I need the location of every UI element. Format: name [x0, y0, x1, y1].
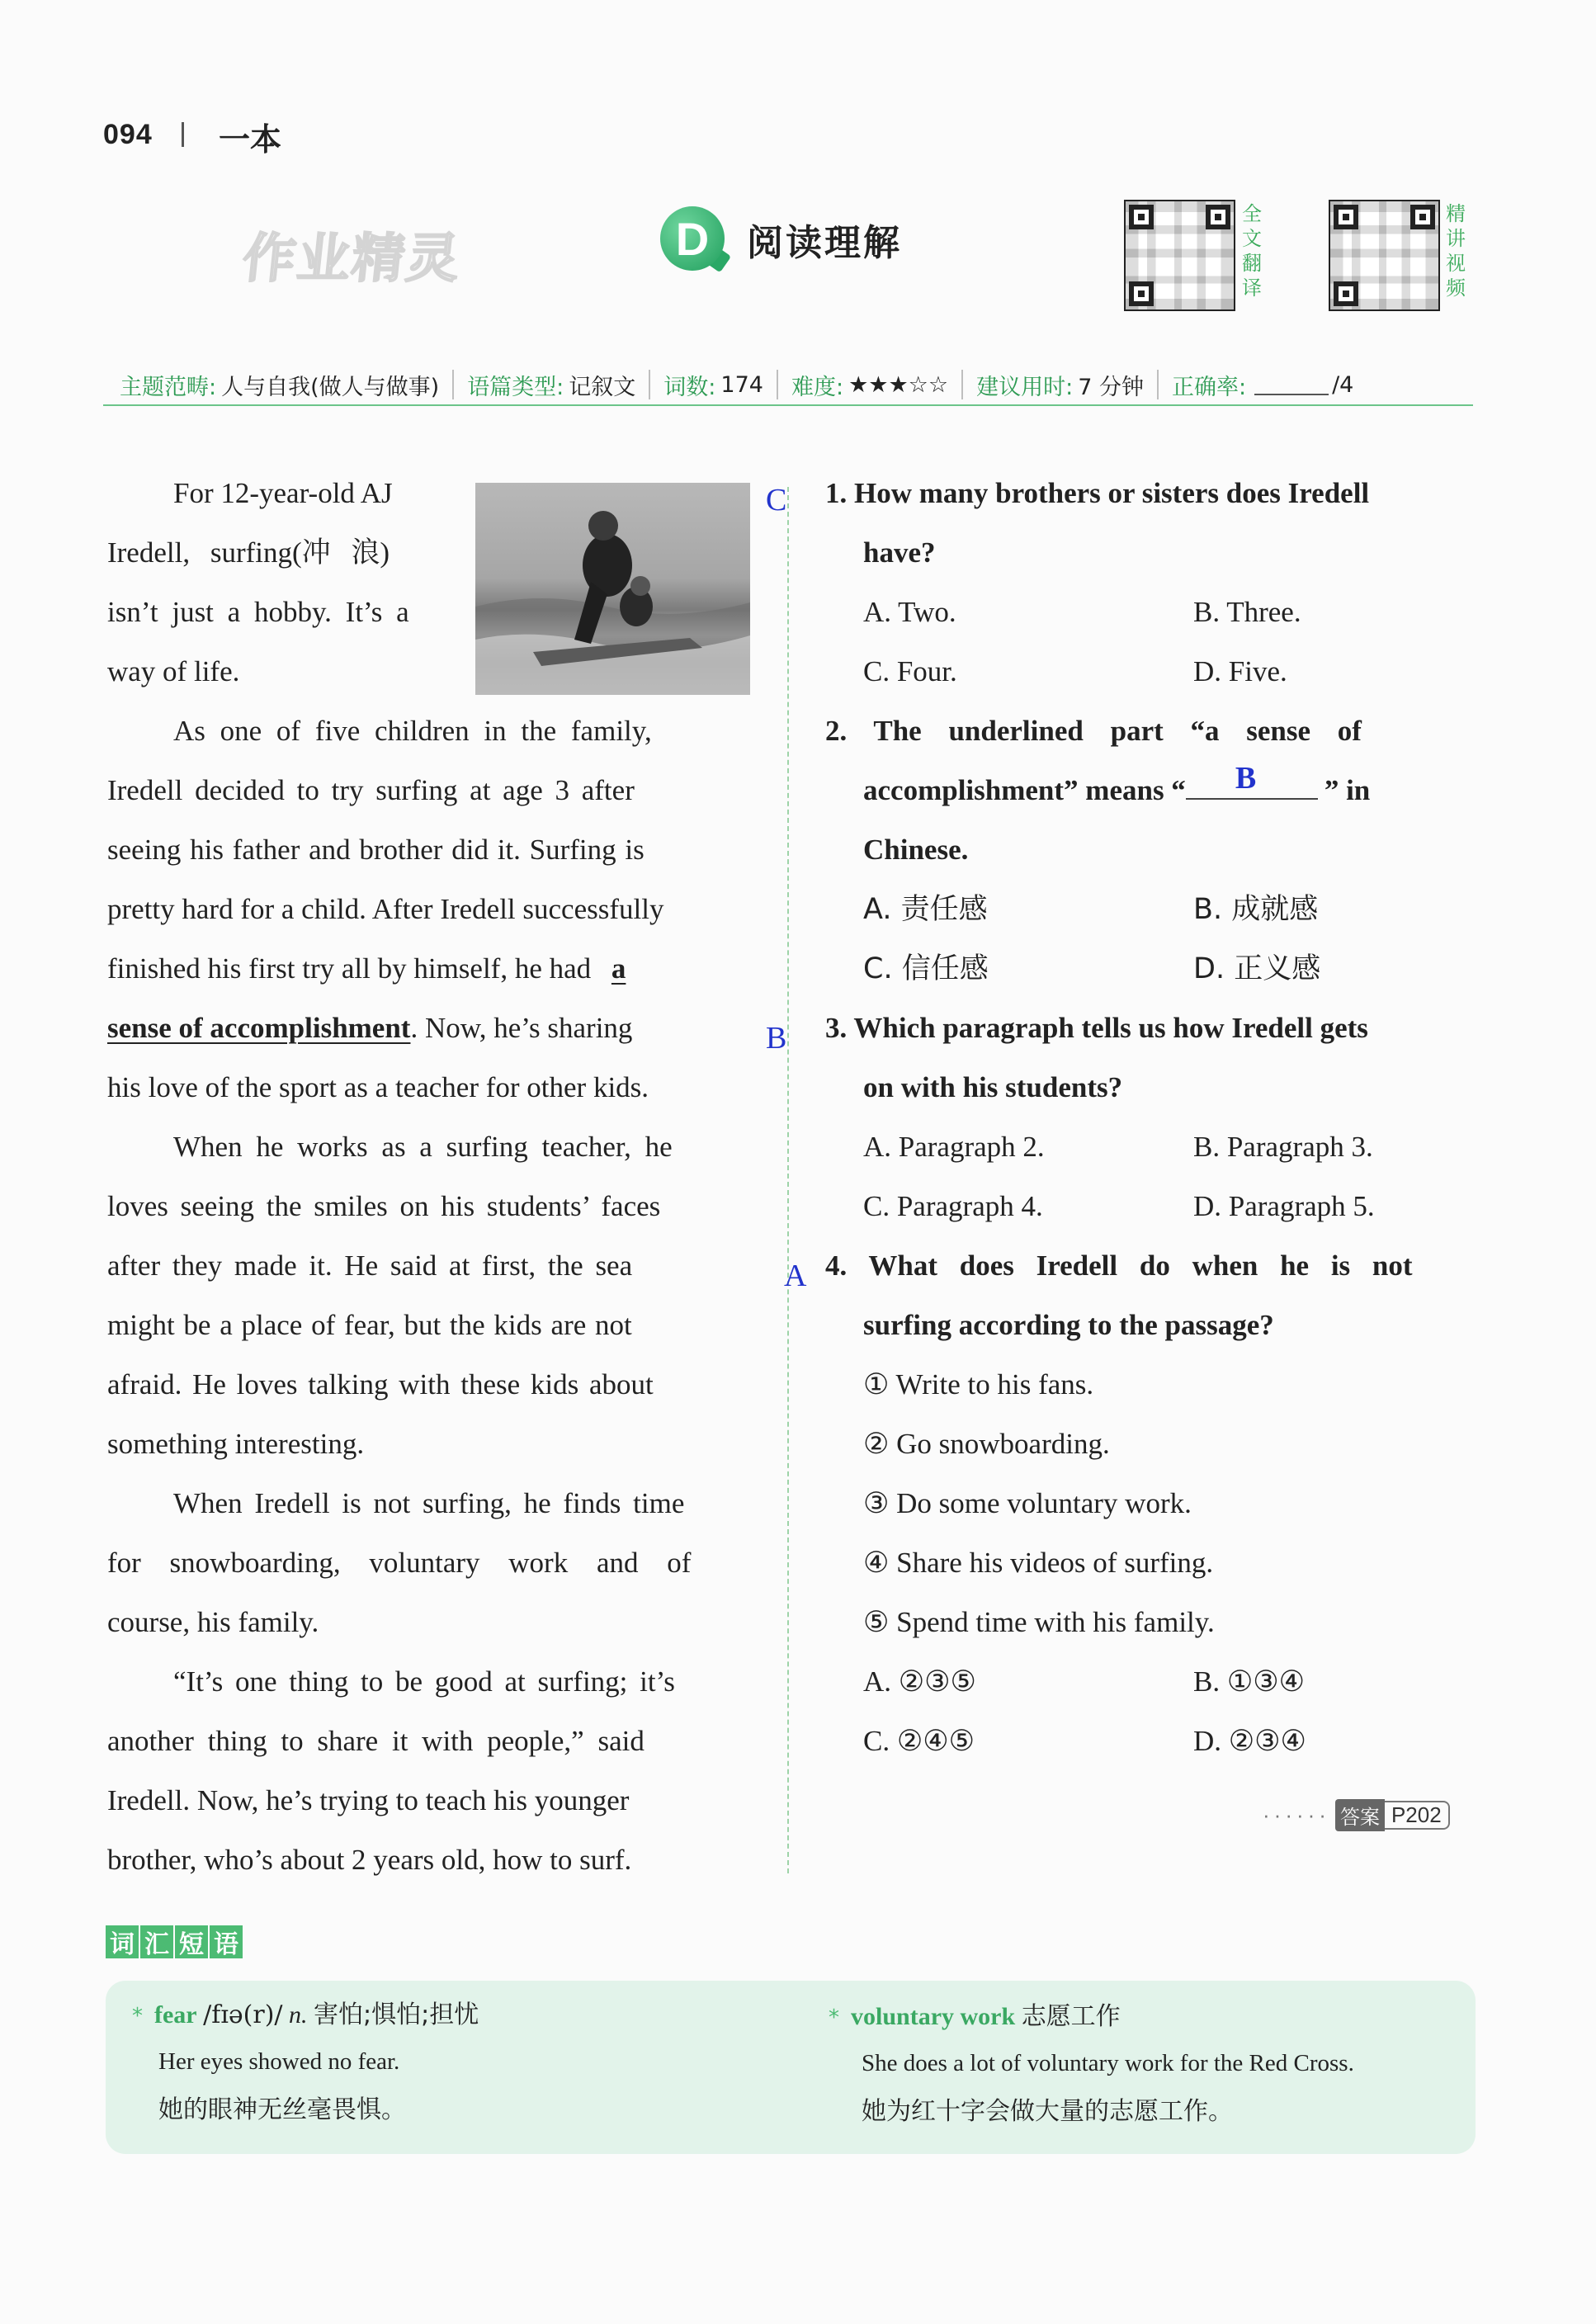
brand-logo: 一本	[219, 120, 282, 158]
section-title: 阅读理解	[747, 222, 902, 264]
info-accuracy: 正确率: /4	[1171, 371, 1354, 400]
question-stem: The underlined part “a sense of	[873, 715, 1362, 747]
option-b[interactable]: B. Three.	[1193, 596, 1301, 628]
option-a[interactable]: A. Two.	[863, 596, 956, 628]
question-number: 1.	[825, 477, 848, 509]
underlined-phrase-a: a	[611, 952, 626, 985]
option-d[interactable]: D. Paragraph 5.	[1193, 1190, 1375, 1222]
page-number: 094	[103, 119, 153, 150]
passage-line: loves seeing the smiles on his students’ faces	[107, 1190, 661, 1222]
answer-dots: ······	[1263, 1802, 1330, 1827]
answer-page: P202	[1385, 1801, 1450, 1830]
option-d[interactable]: D. 正义感	[1193, 952, 1321, 985]
statement-item: ② Go snowboarding.	[863, 1428, 1110, 1460]
passage-line: “It’s one thing to be good at surfing; it’s	[173, 1665, 675, 1698]
option-c[interactable]: C. Paragraph 4.	[863, 1190, 1043, 1222]
handwritten-answer-q2: B	[1235, 761, 1257, 796]
question-4	[825, 1236, 1473, 1771]
passage-line: finished his first try all by himself, he had a	[107, 952, 626, 985]
info-bar	[103, 365, 1473, 406]
vocab-phonetic: /fɪə(r)/	[203, 2000, 283, 2029]
question-stem: What does Iredell do when he is not	[868, 1249, 1413, 1282]
passage-line: pretty hard for a child. After Iredell successfully	[107, 893, 664, 925]
qr-code-video[interactable]	[1329, 200, 1440, 311]
passage-line: afraid. He loves talking with these kids about	[107, 1368, 654, 1401]
statement-item: ④ Share his videos of surfing.	[863, 1547, 1214, 1579]
passage-line: As one of five children in the family,	[173, 715, 652, 747]
statement-item: ⑤ Spend time with his family.	[863, 1606, 1215, 1638]
passage-line: Iredell. Now, he’s trying to teach his younger	[107, 1784, 630, 1816]
question-number: 4.	[825, 1249, 848, 1282]
option-d[interactable]: D. ②③④	[1193, 1725, 1306, 1757]
question-2	[825, 701, 1473, 999]
question-stem: Chinese.	[863, 834, 969, 866]
qr-label-video: 精 讲 视 频	[1446, 202, 1466, 300]
passage-line: Iredell, surfing(冲 浪)	[107, 536, 390, 569]
option-a[interactable]: A. Paragraph 2.	[863, 1131, 1045, 1163]
question-number: 3.	[825, 1012, 848, 1044]
info-word-count: 词数: 174	[650, 370, 778, 399]
question-stem: on with his students?	[863, 1071, 1123, 1103]
option-c[interactable]: C. 信任感	[863, 952, 989, 985]
answer-reference[interactable]	[1263, 1799, 1450, 1831]
passage-line: isn’t just a hobby. It’s a	[107, 596, 409, 628]
question-stem: How many brothers or sisters does Iredell	[854, 477, 1370, 509]
handwritten-answer-q1: C	[766, 483, 787, 517]
passage	[107, 464, 749, 1890]
option-b[interactable]: B. 成就感	[1193, 893, 1319, 926]
underlined-phrase: sense of accomplishment	[107, 1012, 411, 1044]
passage-line: seeing his father and brother did it. Surfing is	[107, 834, 645, 866]
passage-line: sense of accomplishment. Now, he’s sharing	[107, 1012, 633, 1044]
question-stem: Which paragraph tells us how Iredell gets	[853, 1012, 1368, 1044]
passage-line: brother, who’s about 2 years old, how to surf.	[107, 1844, 632, 1876]
section-badge: D	[660, 206, 725, 271]
option-a[interactable]: A. 责任感	[863, 893, 988, 926]
passage-line: When Iredell is not surfing, he finds time	[173, 1487, 685, 1519]
info-topic: 主题范畴: 人与自我(做人与做事)	[103, 370, 454, 399]
passage-line: another thing to share it with people,” said	[107, 1725, 645, 1757]
option-b[interactable]: B. ①③④	[1193, 1665, 1305, 1698]
vocab-entry-voluntary-work: * voluntary work 志愿工作 She does a lot of voluntary work for the Red Cross. 她为红十字会做大量的志愿工作。	[829, 2002, 1354, 2126]
header-separator	[182, 122, 184, 147]
vocab-meaning: 害怕;惧怕;担忧	[314, 2000, 479, 2029]
vocab-pos: n.	[289, 2001, 308, 2029]
option-b[interactable]: B. Paragraph 3.	[1193, 1131, 1373, 1163]
question-number: 2.	[825, 715, 848, 747]
handwritten-answer-q3: B	[766, 1021, 787, 1056]
vocab-example-en: She does a lot of voluntary work for the Red Cross.	[862, 2050, 1354, 2076]
question-1	[825, 464, 1473, 701]
vocab-example-en: Her eyes showed no fear.	[158, 2048, 400, 2075]
question-3	[825, 999, 1473, 1236]
vocab-word: fear	[154, 2001, 197, 2029]
passage-line: for snowboarding, voluntary work and of	[107, 1547, 692, 1579]
question-stem: accomplishment” means “	[863, 774, 1186, 806]
vocab-meaning: 志愿工作	[1021, 2002, 1121, 2031]
passage-line: For 12-year-old AJ	[173, 477, 393, 509]
option-c[interactable]: C. ②④⑤	[863, 1725, 975, 1757]
passage-line: after they made it. He said at first, the sea	[107, 1249, 633, 1282]
vocab-title: 词 汇 短 语	[106, 1925, 243, 1958]
vocab-example-cn: 她为红十字会做大量的志愿工作。	[862, 2097, 1233, 2126]
qr-label-translation: 全 文 翻 译	[1242, 202, 1262, 300]
passage-line: might be a place of fear, but the kids are not	[107, 1309, 632, 1341]
watermark: 作业精灵	[239, 229, 465, 290]
option-d[interactable]: D. Five.	[1193, 655, 1287, 687]
vocab-entry-fear: * fear /fɪə(r)/ n. 害怕;惧怕;担忧 Her eyes showed no fear. 她的眼神无丝毫畏惧。	[132, 2000, 479, 2124]
passage-line: his love of the sport as a teacher for other kids.	[107, 1071, 649, 1103]
passage-line: When he works as a surfing teacher, he	[173, 1131, 673, 1163]
column-divider	[787, 487, 789, 1873]
option-a[interactable]: A. ②③⑤	[863, 1665, 976, 1698]
info-time: 建议用时: 7 分钟	[963, 370, 1159, 399]
question-stem: surfing according to the passage?	[863, 1309, 1274, 1341]
vocab-example-cn: 她的眼神无丝毫畏惧。	[158, 2095, 406, 2124]
passage-line: something interesting.	[107, 1428, 365, 1460]
question-stem: ” in	[1324, 774, 1371, 806]
option-c[interactable]: C. Four.	[863, 655, 957, 687]
info-genre: 语篇类型: 记叙文	[454, 370, 650, 399]
qr-code-translation[interactable]	[1124, 200, 1235, 311]
handwritten-answer-q4: A	[784, 1259, 807, 1293]
passage-line: Iredell decided to try surfing at age 3 after	[107, 774, 635, 806]
info-difficulty: 难度: ★★★☆☆	[778, 370, 963, 399]
statement-item: ③ Do some voluntary work.	[863, 1487, 1192, 1519]
passage-line: way of life.	[107, 655, 240, 687]
passage-line: course, his family.	[107, 1606, 319, 1638]
accuracy-blank[interactable]	[1254, 374, 1329, 395]
answer-blank[interactable]	[1186, 761, 1318, 800]
answer-label: 答案	[1335, 1799, 1385, 1831]
statement-item: ① Write to his fans.	[863, 1368, 1094, 1401]
question-stem: have?	[863, 536, 936, 569]
vocab-word: voluntary work	[851, 2003, 1016, 2030]
